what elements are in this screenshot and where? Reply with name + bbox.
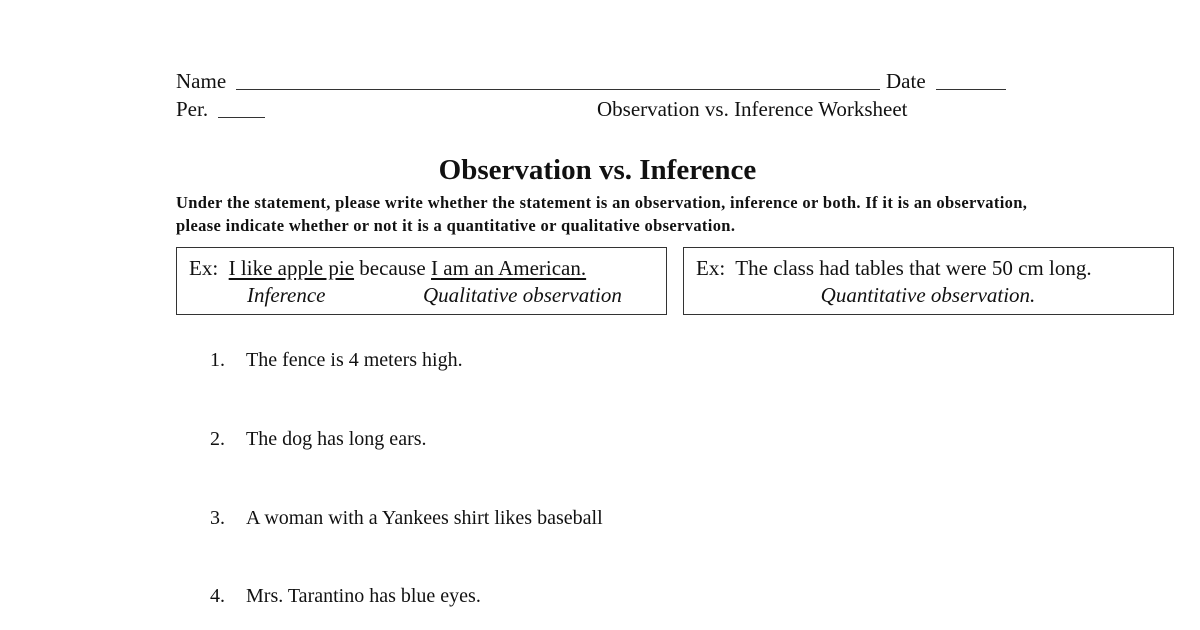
period-label: Per. bbox=[176, 97, 209, 121]
example-underlined-observation: I am an American. bbox=[431, 256, 587, 280]
example-box-quantitative bbox=[683, 247, 1174, 315]
date-field[interactable] bbox=[936, 69, 1006, 95]
name-field[interactable] bbox=[236, 69, 880, 95]
page-title: Observation vs. Inference bbox=[438, 154, 757, 186]
question-text: The fence is 4 meters high. bbox=[246, 349, 463, 371]
question-item bbox=[210, 584, 481, 608]
instructions: Under the statement, please write whether the statement is an observation, inference or both. If it is an observation, please indicate whether or not it is a quantitative or qualitative observation. bbox=[176, 193, 1028, 235]
name-label: Name bbox=[176, 69, 227, 93]
worksheet-title: Observation vs. Inference Worksheet bbox=[597, 97, 908, 121]
example-sentence bbox=[696, 256, 1092, 280]
question-text: The dog has long ears. bbox=[246, 428, 427, 450]
example-text: The class had tables that were 50 cm long. bbox=[735, 256, 1092, 280]
question-number: 2. bbox=[210, 428, 225, 450]
question-item bbox=[210, 348, 463, 372]
example-label-inference: Inference bbox=[247, 283, 326, 307]
question-text: Mrs. Tarantino has blue eyes. bbox=[246, 585, 481, 607]
example-connector: because bbox=[359, 256, 426, 280]
example-underlined-inference: I like apple pie bbox=[228, 256, 355, 280]
example-label-qualitative: Qualitative observation bbox=[423, 283, 622, 307]
question-number: 1. bbox=[210, 349, 225, 371]
example-prefix: Ex: bbox=[189, 256, 219, 280]
example-box-inference bbox=[176, 247, 667, 315]
question-number: 4. bbox=[210, 585, 225, 607]
question-number: 3. bbox=[210, 507, 225, 529]
example-label-quantitative: Quantitative observation. bbox=[820, 283, 1036, 307]
example-prefix: Ex: bbox=[696, 256, 726, 280]
question-item bbox=[210, 427, 427, 451]
period-field[interactable] bbox=[218, 97, 265, 123]
question-item bbox=[210, 506, 603, 530]
date-label: Date bbox=[886, 69, 926, 93]
example-sentence bbox=[189, 256, 586, 280]
question-text: A woman with a Yankees shirt likes baseball bbox=[246, 507, 603, 529]
